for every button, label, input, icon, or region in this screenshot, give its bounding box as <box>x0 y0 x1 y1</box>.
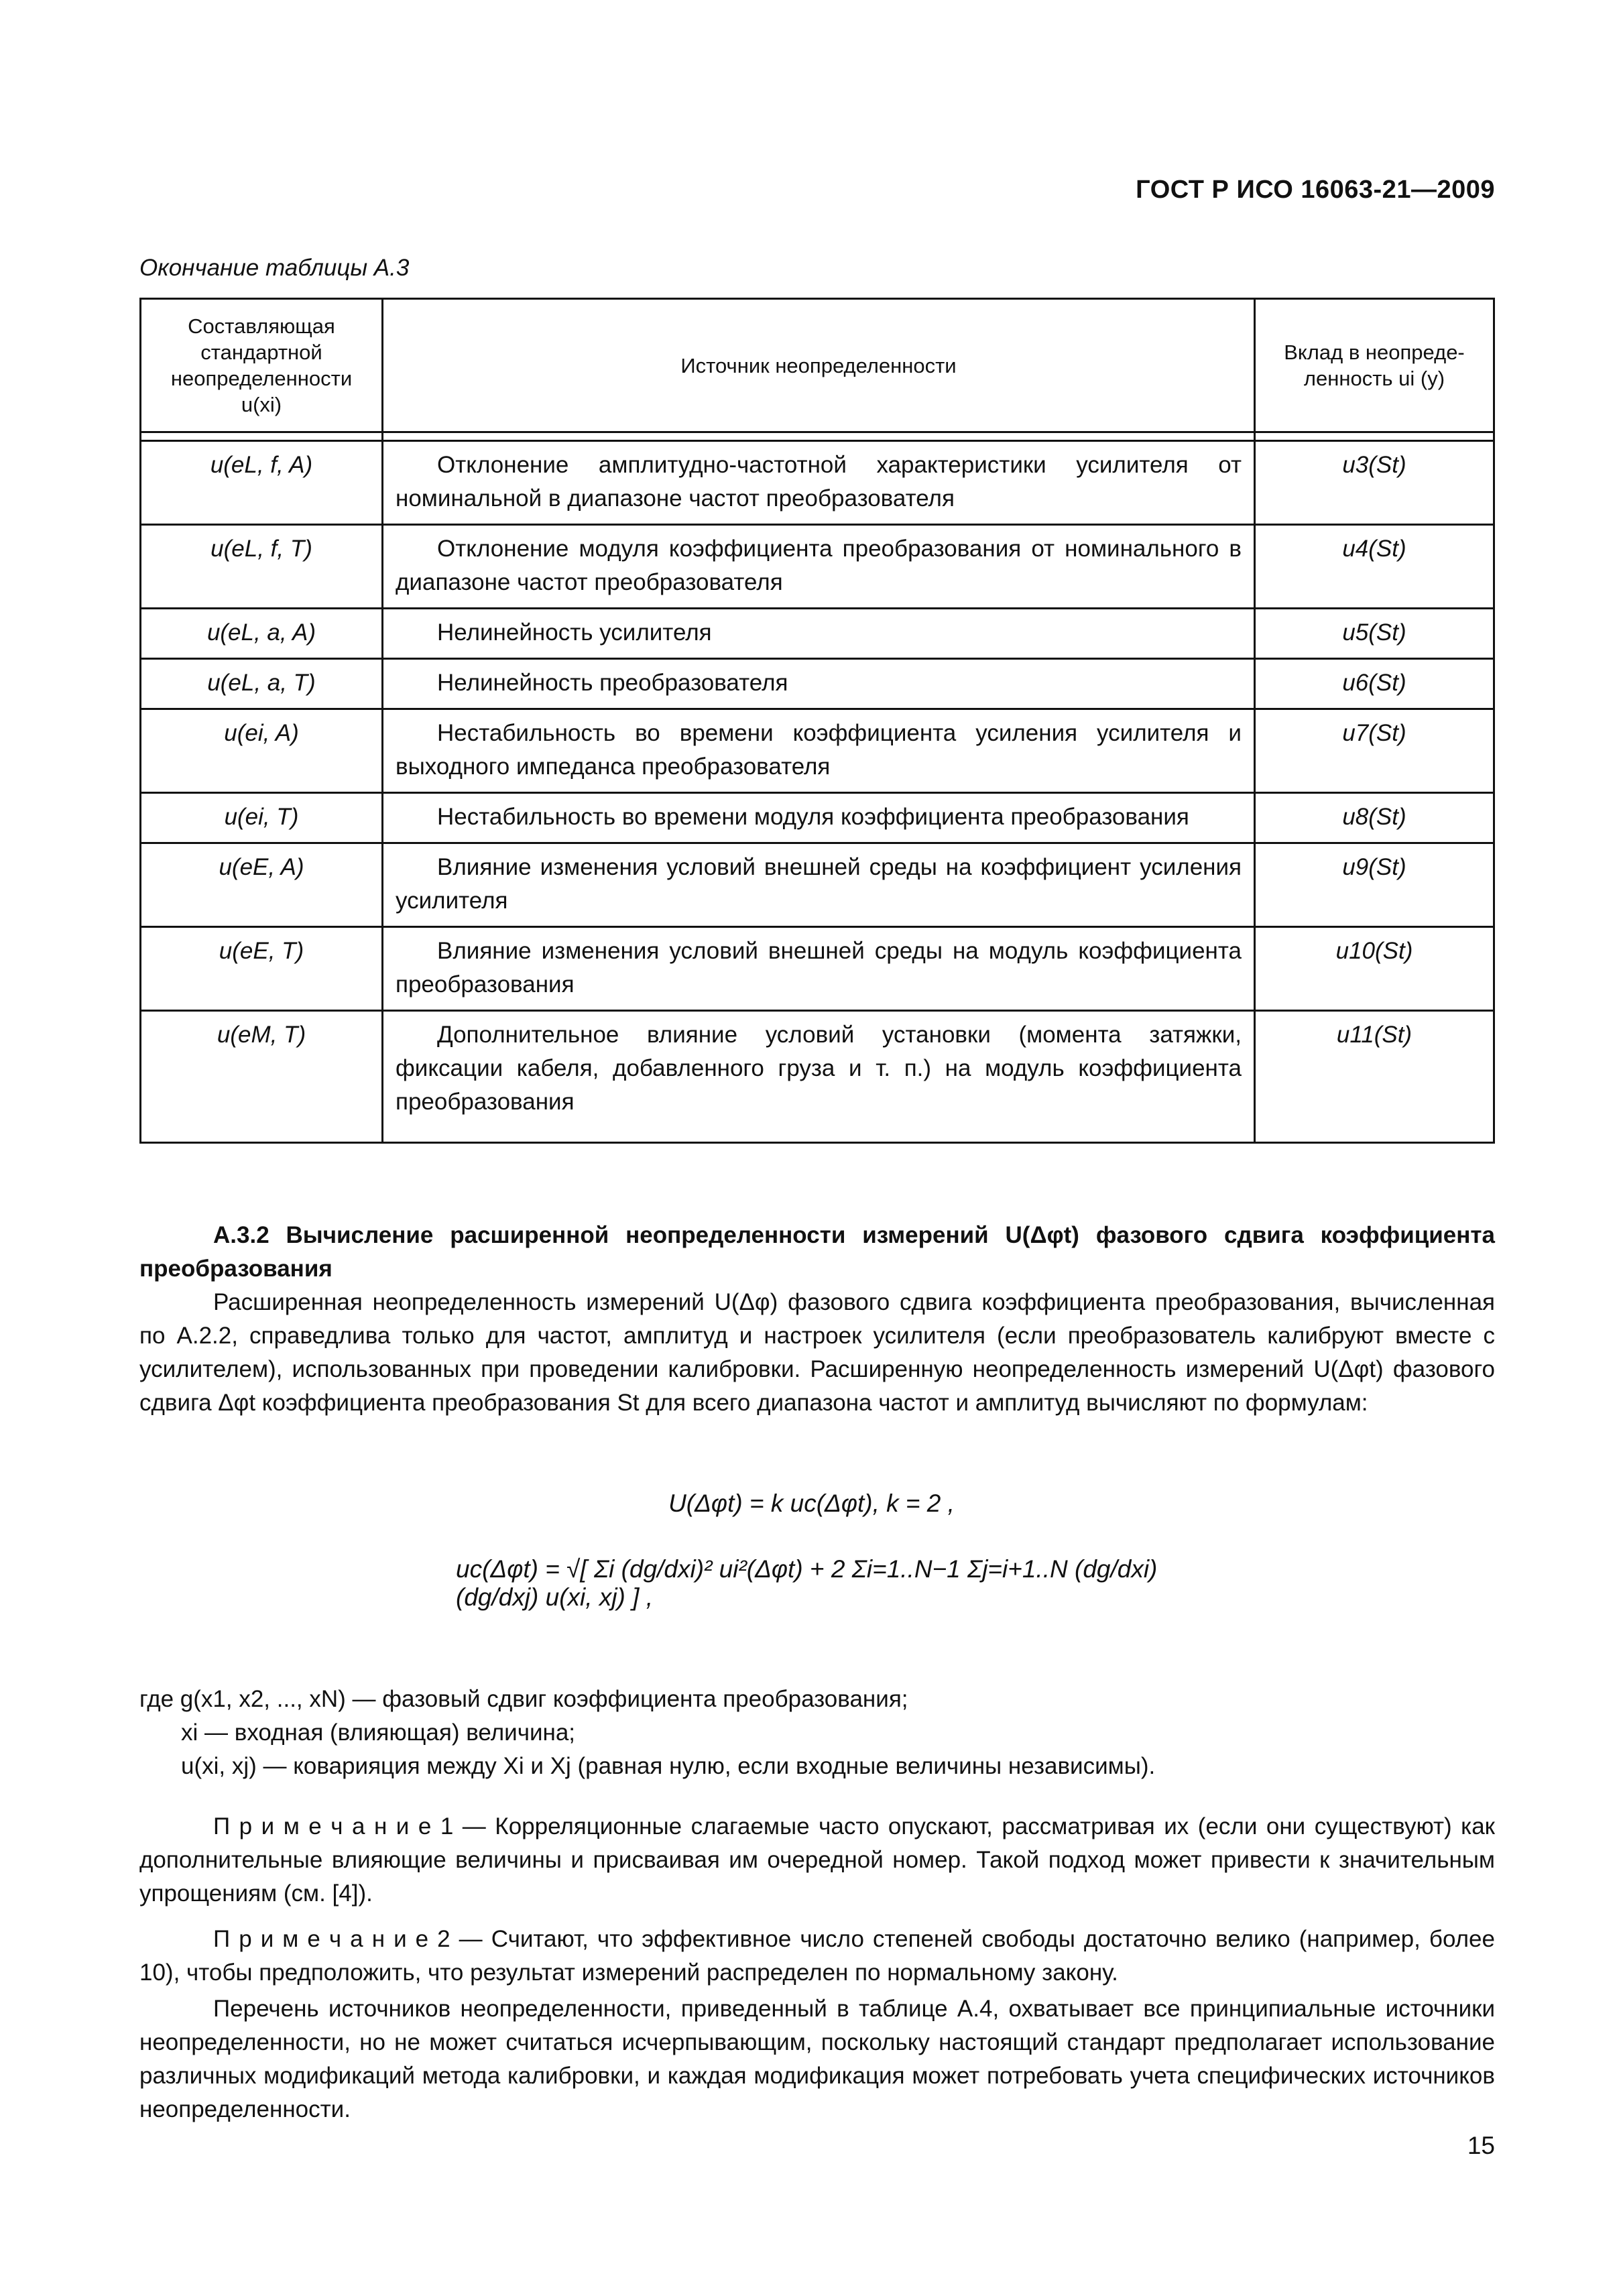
row-component: u(eL, a, T) <box>141 659 383 709</box>
definition-covariance: u(xi, xj) — коварияция между Xi и Xj (равная нулю, если входные величины независимы). <box>181 1753 1156 1779</box>
row-component: u(eL, a, A) <box>141 609 383 659</box>
definition-g: где g(x1, x2, ..., xN) — фазовый сдвиг коэффициента преобразования; <box>139 1686 908 1712</box>
row-component: u(eM, T) <box>141 1011 383 1143</box>
header-component: Составляющая стандартной неопределенности u(xi) <box>141 299 383 432</box>
note-2: П р и м е ч а н и е 2 — Считают, что эффективное число степеней свободы достаточно велико (например, более 10), чтобы предположить, что результат измерений распределен по нормальному закону. <box>139 1926 1495 1986</box>
table-row <box>141 709 1494 793</box>
header-contribution: Вклад в неопреде-ленность ui (y) <box>1255 299 1494 432</box>
table-header-row <box>141 299 1494 432</box>
table-row <box>141 843 1494 927</box>
table-row <box>141 927 1494 1011</box>
definitions <box>139 1683 1495 1783</box>
table-caption: Окончание таблицы А.3 <box>139 255 410 281</box>
row-source: Влияние изменения условий внешней среды на модуль коэффициента преобразования <box>383 927 1255 1011</box>
row-source: Нестабильность во времени коэффициента усиления усилителя и выходного импеданса преобразователя <box>383 709 1255 793</box>
row-source: Нелинейность преобразователя <box>383 659 1255 709</box>
row-source: Отклонение модуля коэффициента преобразования от номинального в диапазоне частот преобразователя <box>383 525 1255 609</box>
standard-header: ГОСТ Р ИСО 16063-21—2009 <box>1136 176 1495 204</box>
table-row <box>141 525 1494 609</box>
row-contribution: u6(St) <box>1255 659 1494 709</box>
row-contribution: u11(St) <box>1255 1011 1494 1143</box>
row-source: Отклонение амплитудно-частотной характеристики усилителя от номинальной в диапазоне частот преобразователя <box>383 441 1255 525</box>
intro-paragraph: Расширенная неопределенность измерений U(Δφ) фазового сдвига коэффициента преобразования, вычисленная по А.2.2, справедлива только для частот, амплитуд и настроек усилителя (если преобразователь калибруют вместе с усилителем), использованных при проведении калибровки. Расширенную неопределенность измерений U(Δφt) фазового сдвига Δφt коэффициента преобразования St для всего диапазона частот и амплитуд вычисляют по формулам: <box>139 1289 1495 1416</box>
uncertainty-table <box>139 298 1495 1144</box>
row-contribution: u4(St) <box>1255 525 1494 609</box>
row-contribution: u7(St) <box>1255 709 1494 793</box>
row-source: Нестабильность во времени модуля коэффициента преобразования <box>383 793 1255 843</box>
section-title: А.3.2 Вычисление расширенной неопределенности измерений U(Δφt) фазового сдвига коэффициента преобразования <box>139 1222 1495 1282</box>
table-row <box>141 609 1494 659</box>
row-source: Влияние изменения условий внешней среды на коэффициент усиления усилителя <box>383 843 1255 927</box>
row-component: u(eL, f, T) <box>141 525 383 609</box>
formula-combined-text: uc(Δφt) = √[ Σi (dg/dxi)² ui²(Δφt) + 2 Σi=1..N−1 Σj=i+1..N (dg/dxi)(dg/dxj) u(xi, xj) ] , <box>456 1555 1158 1611</box>
row-component: u(eE, T) <box>141 927 383 1011</box>
table-row <box>141 659 1494 709</box>
row-source: Нелинейность усилителя <box>383 609 1255 659</box>
final-paragraph: Перечень источников неопределенности, приведенный в таблице А.4, охватывает все принципиальные источники неопределенности, но не может считаться исчерпывающим, поскольку настоящий стандарт предполагает использование различных модификаций метода калибровки, и каждая модификация может потребовать учета специфических источников неопределенности. <box>139 1996 1495 2122</box>
formula-combined-uncertainty <box>456 1542 1207 1656</box>
row-component: u(eL, f, A) <box>141 441 383 525</box>
row-component: u(ei, T) <box>141 793 383 843</box>
row-contribution: u9(St) <box>1255 843 1494 927</box>
header-source: Источник неопределенности <box>383 299 1255 432</box>
definition-xi: xi — входная (влияющая) величина; <box>181 1719 576 1746</box>
row-contribution: u3(St) <box>1255 441 1494 525</box>
formula-expanded-uncertainty: U(Δφt) = k uc(Δφt), k = 2 , <box>668 1490 955 1517</box>
page-number: 15 <box>1467 2132 1495 2159</box>
row-component: u(eE, A) <box>141 843 383 927</box>
row-source: Дополнительное влияние условий установки (момента затяжки, фиксации кабеля, добавленного груза и т. п.) на модуль коэффициента преобразования <box>383 1011 1255 1143</box>
table-row <box>141 793 1494 843</box>
row-contribution: u10(St) <box>1255 927 1494 1011</box>
row-contribution: u8(St) <box>1255 793 1494 843</box>
header-separator <box>141 432 1494 441</box>
note-1: П р и м е ч а н и е 1 — Корреляционные слагаемые часто опускают, рассматривая их (если они существуют) как дополнительные влияющие величины и присваивая им очередной номер. Такой подход может привести к значительным упрощениям (см. [4]). <box>139 1813 1495 1907</box>
row-contribution: u5(St) <box>1255 609 1494 659</box>
row-component: u(ei, A) <box>141 709 383 793</box>
table-row <box>141 1011 1494 1143</box>
table-row <box>141 441 1494 525</box>
